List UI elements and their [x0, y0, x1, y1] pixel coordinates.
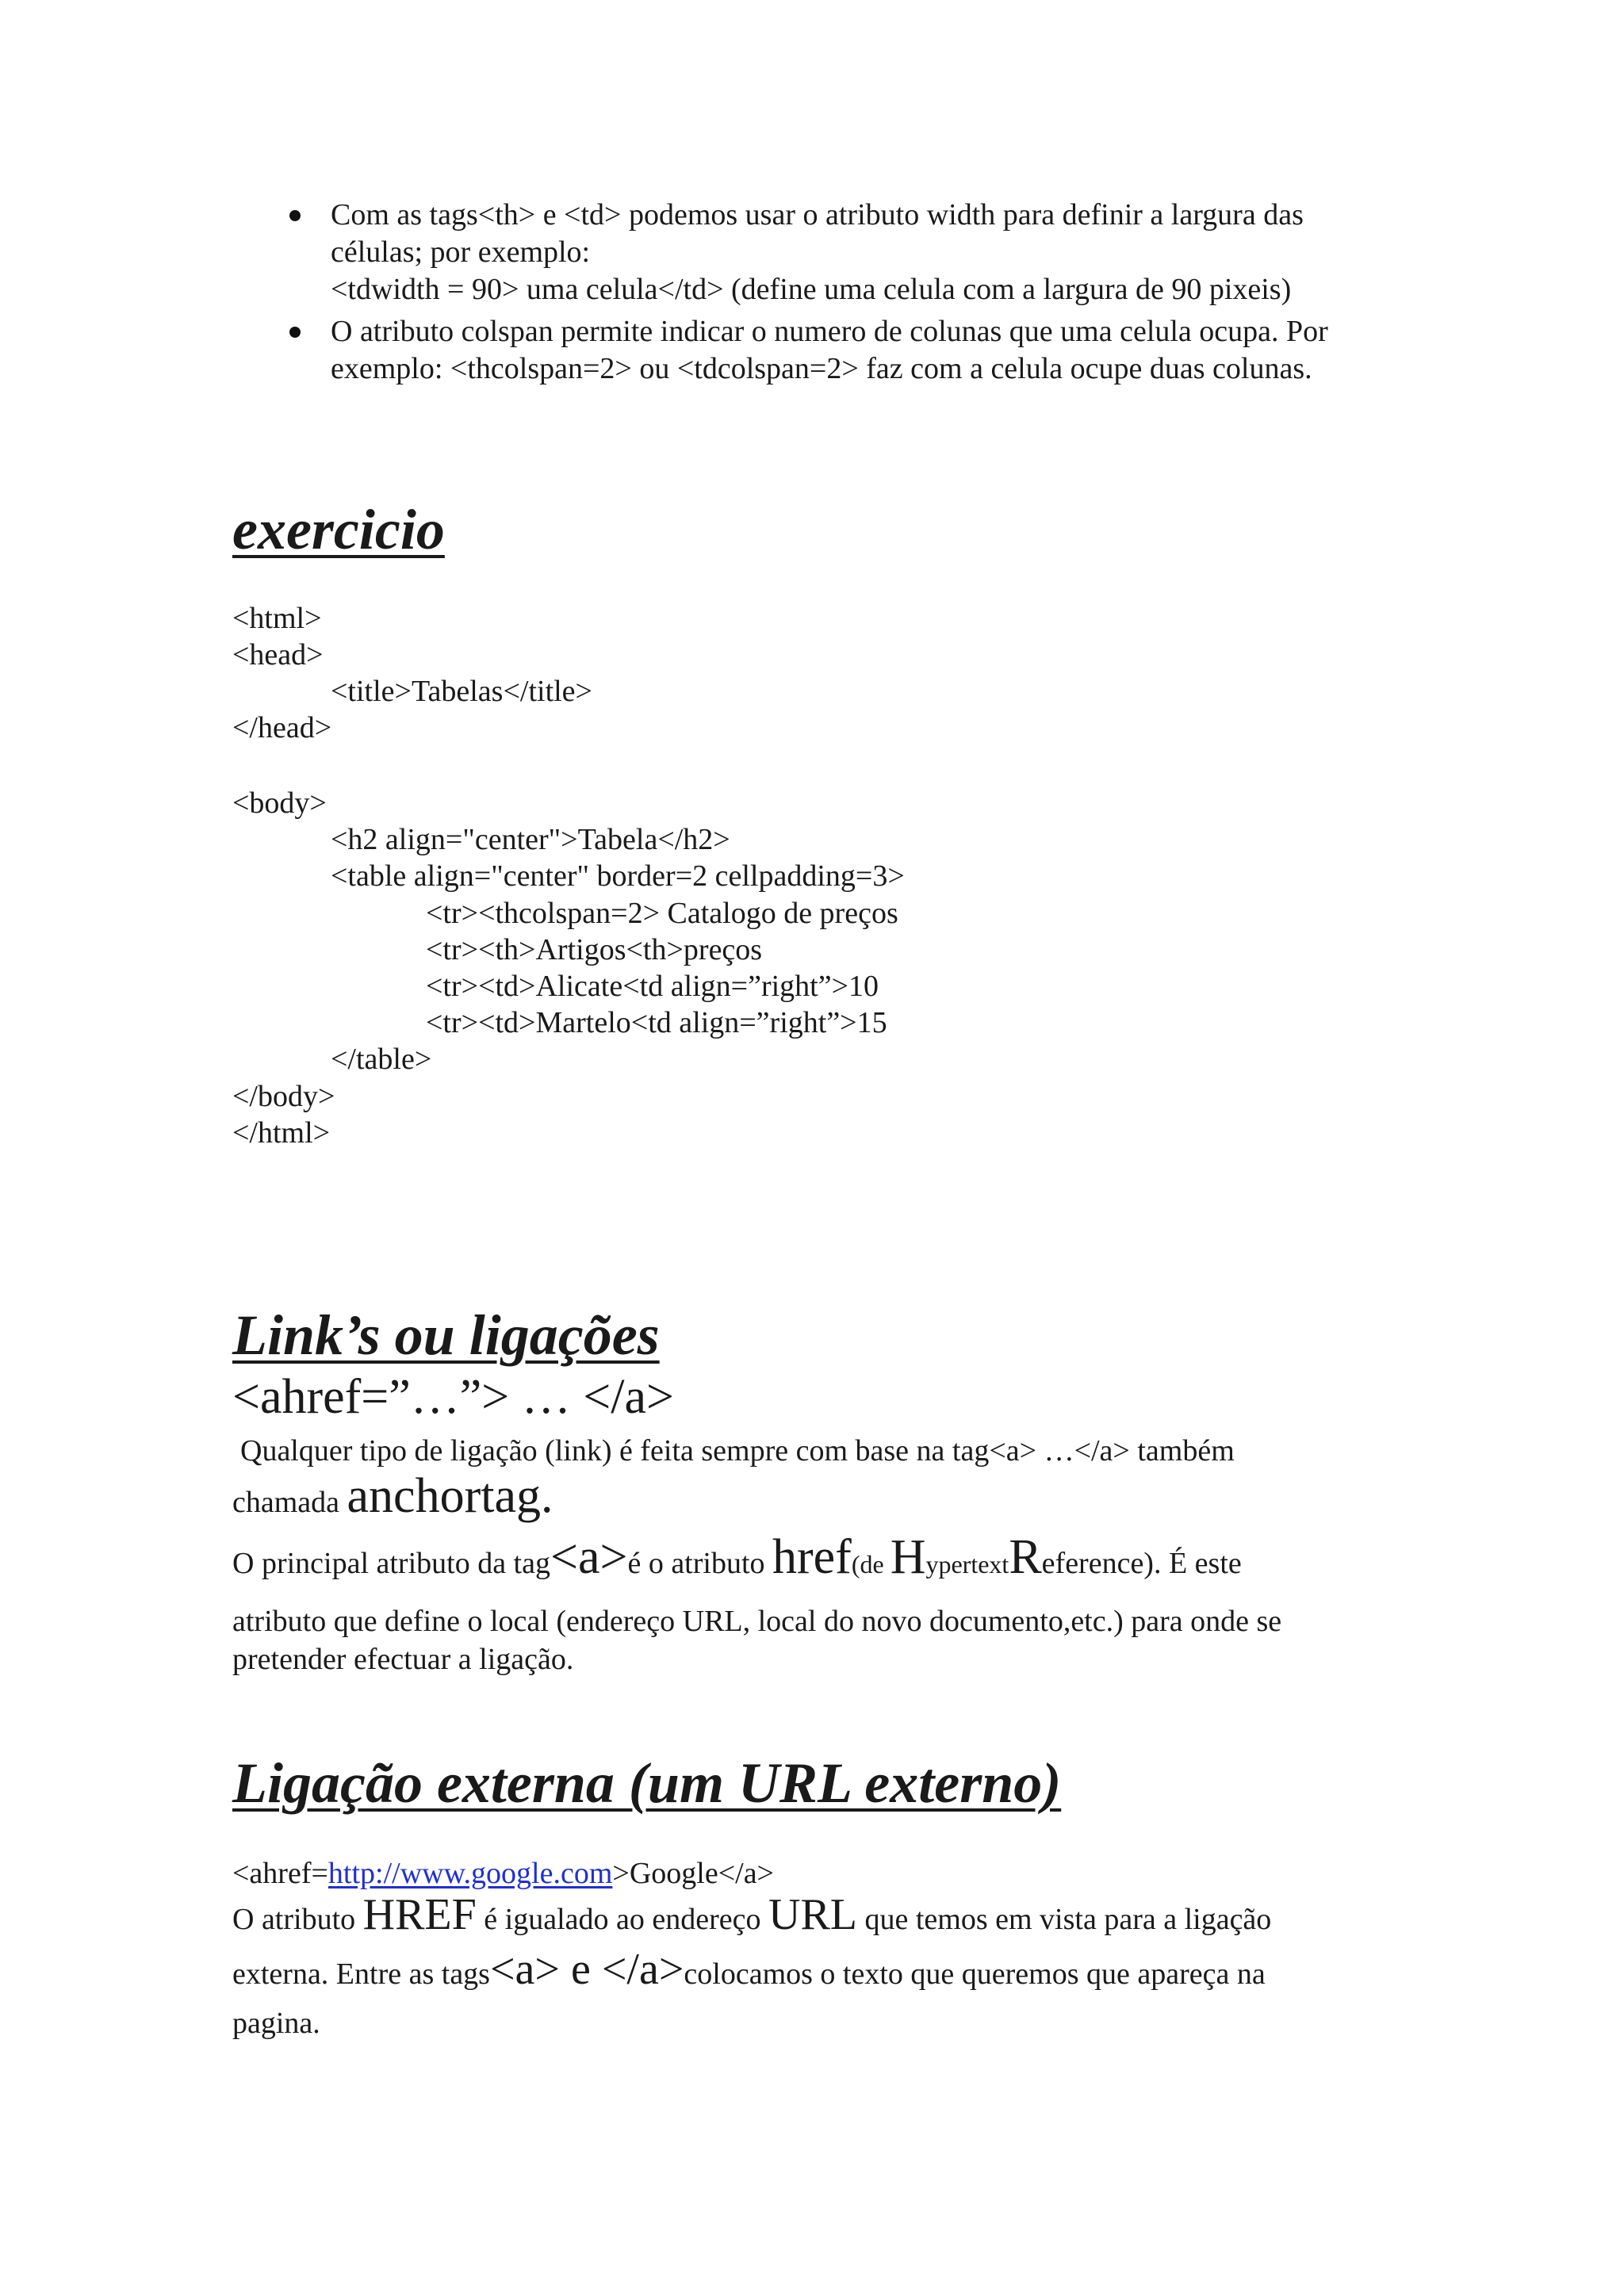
links-heading: Link’s ou ligações [232, 1303, 660, 1367]
text: (de [851, 1550, 891, 1578]
code-line: <tr><td>Alicate<td align=”right”>10 [426, 970, 879, 1003]
code-line: <tr><td>Martelo<td align=”right”>15 [426, 1006, 887, 1039]
text: é o atributo [627, 1547, 773, 1580]
code-line: <h2 align="center">Tabela</h2> [331, 823, 730, 856]
links-paragraph-2-line-1 [232, 1530, 1242, 1584]
text: colocamos o texto que queremos que apareça na [684, 1957, 1266, 1991]
bullet-1-line-2: células; por exemplo: [331, 235, 591, 269]
href-term: href [772, 1530, 852, 1584]
text: é igualado ao endereço [476, 1903, 768, 1936]
text: O principal atributo da tag [232, 1547, 550, 1580]
bullet-1-line-3: <tdwidth = 90> uma celula</td> (define uma celula com a largura de 90 pixeis) [331, 273, 1292, 306]
anchor-tags-term: <a> e </a> [489, 1945, 684, 1994]
code-line: <html> [232, 602, 322, 635]
text: que temos em vista para a ligação [857, 1903, 1272, 1936]
text: <ahref= [232, 1857, 328, 1890]
external-paragraph-line-2 [232, 1945, 1266, 1994]
bullet-marker [289, 327, 301, 338]
bullet-1-line-1: Com as tags<th> e <td> podemos usar o atributo width para definir a largura das [331, 198, 1304, 232]
code-line: <body> [232, 786, 327, 820]
url-term: URL [768, 1890, 857, 1939]
external-paragraph-line-1 [232, 1890, 1272, 1939]
bullet-marker [289, 210, 301, 221]
links-paragraph-2-line-2: atributo que define o local (endereço URL, local do novo documento,etc.) para onde se [232, 1605, 1282, 1638]
code-line: </head> [232, 711, 332, 744]
external-paragraph-line-3: pagina. [232, 2007, 320, 2040]
anchortag-term: anchortag. [347, 1469, 553, 1523]
code-line: <table align="center" border=2 cellpadding=3> [331, 859, 905, 893]
text: O atributo [232, 1903, 363, 1936]
code-line: <head> [232, 638, 324, 672]
external-link-heading: Ligação externa (um URL externo) [232, 1751, 1062, 1815]
links-paragraph-2-line-3: pretender efectuar a ligação. [232, 1643, 574, 1676]
code-line: </html> [232, 1116, 331, 1150]
initial-letter: H [890, 1530, 926, 1584]
code-line: <tr><th>Artigos<th>preços [426, 933, 763, 966]
code-line: <tr><thcolspan=2> Catalogo de preços [426, 897, 898, 930]
small-text: chamada [232, 1486, 347, 1519]
anchor-syntax: <ahref=”…”> … </a> [232, 1370, 674, 1424]
links-paragraph-1-line-2 [232, 1469, 553, 1523]
text: externa. Entre as tags [232, 1957, 490, 1991]
code-line: </table> [331, 1043, 432, 1076]
anchor-tag-term: <a> [550, 1530, 628, 1584]
links-paragraph-1-line-1: Qualquer tipo de ligação (link) é feita sempre com base na tag<a> …</a> também [240, 1434, 1235, 1468]
google-url-link[interactable]: http://www.google.com [327, 1857, 613, 1890]
bullet-2-line-1: O atributo colspan permite indicar o numero de colunas que uma celula ocupa. Por [331, 315, 1328, 348]
exercicio-heading: exercicio [232, 498, 445, 561]
initial-letter: R [1009, 1530, 1042, 1584]
bullet-2-line-2: exemplo: <thcolspan=2> ou <tdcolspan=2> faz com a celula ocupe duas colunas. [331, 352, 1312, 385]
code-line: </body> [232, 1080, 335, 1113]
external-code-example [232, 1854, 774, 1892]
code-line: <title>Tabelas</title> [331, 675, 592, 708]
text: >Google</a> [612, 1857, 774, 1890]
href-term: HREF [362, 1890, 477, 1939]
text: eference). É este [1041, 1547, 1242, 1580]
text: ypertext [925, 1550, 1009, 1578]
